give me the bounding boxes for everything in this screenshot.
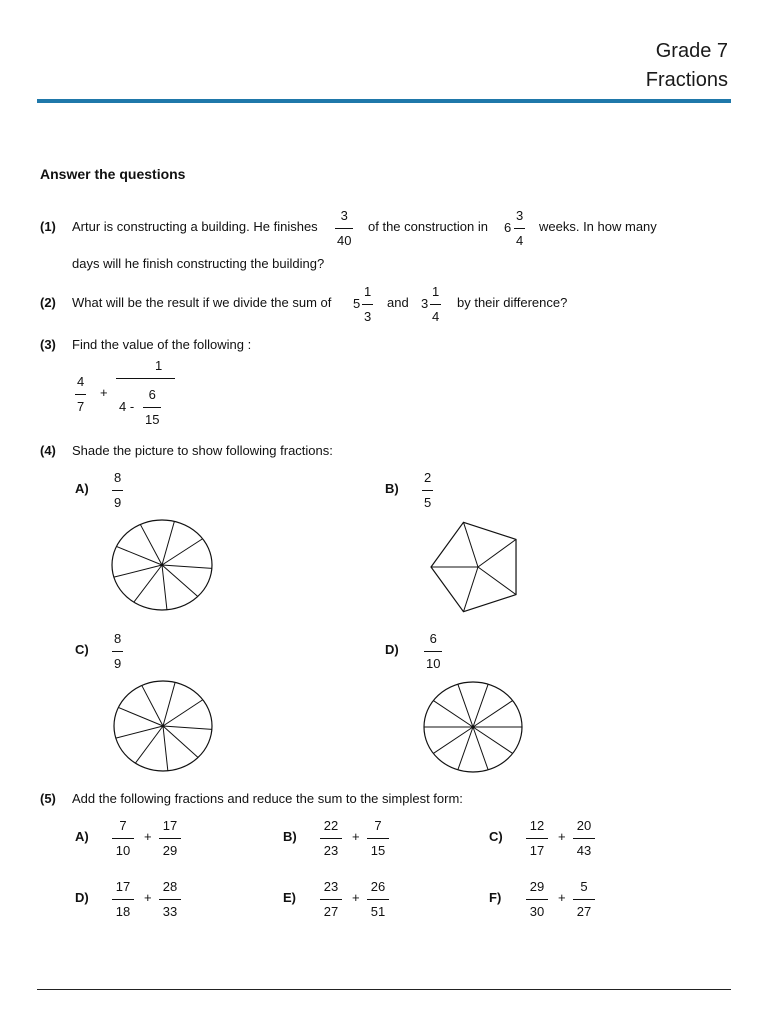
q1-text-b: of the construction in	[368, 219, 488, 234]
header-rule	[37, 99, 731, 103]
fraction-bar	[75, 394, 86, 395]
q5-fraction-a	[112, 879, 134, 919]
numerator: 17	[162, 818, 178, 833]
q5-plus: +	[558, 890, 566, 905]
fraction-bar	[367, 838, 389, 839]
q5-number: (5)	[40, 791, 56, 806]
q2-m1-whole: 5	[353, 296, 361, 311]
q4-c-label: C)	[75, 642, 89, 657]
denominator: 30	[529, 904, 545, 919]
numerator: 2	[424, 470, 432, 485]
q5-fraction-b	[367, 818, 389, 858]
q5-plus: +	[144, 890, 152, 905]
denominator: 33	[162, 904, 178, 919]
q3-denominator-prefix: 4 -	[119, 399, 135, 414]
q4-d-label: D)	[385, 642, 399, 657]
fraction-bar	[112, 651, 123, 652]
numerator: 6	[148, 387, 156, 402]
q5-plus: +	[352, 829, 360, 844]
fraction-bar	[573, 838, 595, 839]
numerator: 28	[162, 879, 178, 894]
denominator: 43	[576, 843, 592, 858]
q5-fraction-b	[159, 818, 181, 858]
denominator: 29	[162, 843, 178, 858]
numerator: 29	[529, 879, 545, 894]
fraction-bar	[320, 838, 342, 839]
fraction-bar	[430, 304, 441, 305]
denominator: 23	[323, 843, 339, 858]
fraction-bar	[362, 304, 373, 305]
fraction-bar	[514, 228, 525, 229]
numerator: 7	[119, 818, 127, 833]
q5-fraction-b	[573, 879, 595, 919]
denominator: 15	[145, 412, 160, 427]
q4-a-circle-figure[interactable]	[111, 519, 213, 611]
q5-text: Add the following fractions and reduce the sum to the simplest form:	[72, 791, 463, 806]
denominator: 7	[77, 399, 85, 414]
fraction-bar	[143, 407, 161, 408]
q5-plus: +	[352, 890, 360, 905]
q4-d-fraction	[424, 631, 442, 671]
q4-text: Shade the picture to show following fractions:	[72, 443, 333, 458]
q5-fraction-b	[367, 879, 389, 919]
fraction-bar	[367, 899, 389, 900]
numerator: 1	[364, 284, 372, 299]
numerator: 3	[340, 208, 348, 223]
q5-fraction-a	[320, 879, 342, 919]
denominator: 9	[114, 495, 122, 510]
denominator: 27	[323, 904, 339, 919]
fraction-bar	[112, 838, 134, 839]
q1-mixed-fraction	[514, 208, 525, 248]
q4-a-label: A)	[75, 481, 89, 496]
numerator: 5	[580, 879, 588, 894]
q5-plus: +	[558, 829, 566, 844]
q5-problem-label: F)	[489, 890, 502, 905]
q4-b-pentagon-figure[interactable]	[430, 518, 525, 611]
header-grade: Grade 7	[655, 40, 728, 62]
q3-text: Find the value of the following :	[72, 337, 252, 352]
numerator: 17	[115, 879, 131, 894]
numerator: 20	[576, 818, 592, 833]
denominator: 10	[426, 656, 441, 671]
fraction-bar	[320, 899, 342, 900]
q5-problem-label: B)	[283, 829, 297, 844]
fraction-bar	[159, 899, 181, 900]
q5-problem-label: A)	[75, 829, 89, 844]
q5-fraction-b	[573, 818, 595, 858]
numerator: 12	[529, 818, 545, 833]
q4-d-circle-figure[interactable]	[423, 681, 523, 773]
q5-problem-label: D)	[75, 890, 89, 905]
q5-fraction-a	[320, 818, 342, 858]
q2-text-b: by their difference?	[457, 295, 568, 310]
fraction-bar	[573, 899, 595, 900]
footer-rule	[37, 989, 731, 990]
denominator: 9	[114, 656, 122, 671]
denominator: 3	[364, 309, 372, 324]
fraction-bar	[335, 228, 353, 229]
numerator: 22	[323, 818, 339, 833]
numerator: 6	[429, 631, 437, 646]
fraction-bar	[424, 651, 442, 652]
q5-problem-label: C)	[489, 829, 503, 844]
q5-fraction-a	[112, 818, 134, 858]
denominator: 4	[432, 309, 440, 324]
q5-plus: +	[144, 829, 152, 844]
numerator: 1	[432, 284, 440, 299]
q4-c-fraction	[112, 631, 123, 671]
q1-line2: days will he finish constructing the building?	[72, 256, 325, 271]
denominator: 40	[337, 233, 352, 248]
q1-fraction	[335, 208, 353, 248]
q5-fraction-a	[526, 879, 548, 919]
q1-number: (1)	[40, 219, 56, 234]
denominator: 51	[370, 904, 386, 919]
numerator: 26	[370, 879, 386, 894]
fraction-bar	[526, 838, 548, 839]
q3-big-fraction-bar	[116, 378, 175, 379]
denominator: 18	[115, 904, 131, 919]
q3-number: (3)	[40, 337, 56, 352]
q2-and: and	[387, 295, 409, 310]
fraction-bar	[112, 899, 134, 900]
q3-big-numerator: 1	[155, 358, 163, 373]
q3-inner-fraction	[143, 387, 161, 427]
fraction-bar	[526, 899, 548, 900]
denominator: 17	[529, 843, 545, 858]
denominator: 5	[424, 495, 432, 510]
q3-plus: +	[100, 385, 108, 400]
denominator: 4	[516, 233, 524, 248]
q4-b-fraction	[422, 470, 433, 510]
numerator: 23	[323, 879, 339, 894]
q2-m2-whole: 3	[421, 296, 429, 311]
q2-text-a: What will be the result if we divide the sum of	[72, 295, 332, 310]
fraction-bar	[159, 838, 181, 839]
q2-m1-fraction	[362, 284, 373, 324]
q2-number: (2)	[40, 295, 56, 310]
q2-m2-fraction	[430, 284, 441, 324]
q4-b-label: B)	[385, 481, 399, 496]
fraction-bar	[112, 490, 123, 491]
q3-fraction-a	[75, 374, 86, 414]
numerator: 4	[77, 374, 85, 389]
q1-text-c: weeks. In how many	[539, 219, 657, 234]
q1-mixed-whole: 6	[504, 220, 512, 235]
section-title: Answer the questions	[40, 166, 186, 182]
denominator: 10	[115, 843, 131, 858]
numerator: 3	[516, 208, 524, 223]
q4-a-fraction	[112, 470, 123, 510]
q1-text-a: Artur is constructing a building. He finishes	[72, 219, 318, 234]
q4-c-circle-figure[interactable]	[113, 680, 213, 772]
numerator: 8	[114, 631, 122, 646]
q4-number: (4)	[40, 443, 56, 458]
numerator: 8	[114, 470, 122, 485]
numerator: 7	[374, 818, 382, 833]
fraction-bar	[422, 490, 433, 491]
q5-fraction-b	[159, 879, 181, 919]
q5-problem-label: E)	[283, 890, 296, 905]
q5-fraction-a	[526, 818, 548, 858]
header-topic: Fractions	[645, 69, 728, 91]
denominator: 15	[370, 843, 386, 858]
denominator: 27	[576, 904, 592, 919]
